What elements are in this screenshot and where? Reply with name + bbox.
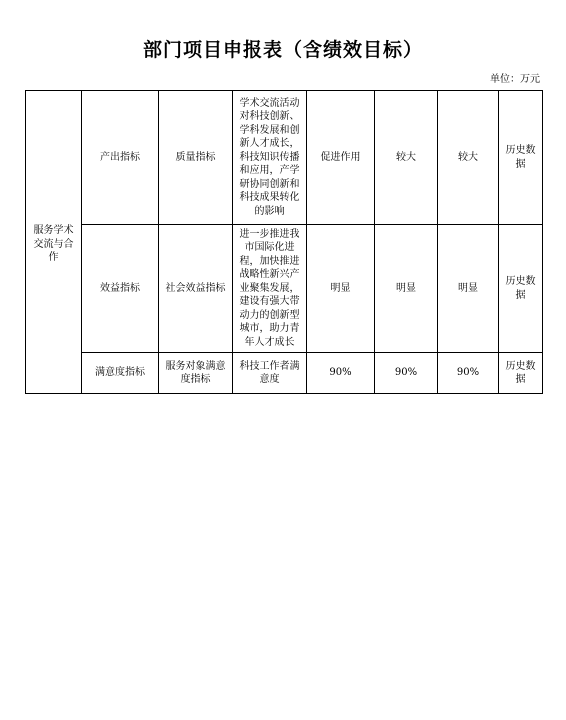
basis-cell: 历史数据 [499, 91, 543, 225]
value-cell-1: 90% [375, 353, 438, 394]
page-title: 部门项目申报表（含绩效目标） [142, 39, 423, 61]
category-cell: 服务学术交流与合作 [26, 91, 82, 394]
level2-indicator-cell: 社会效益指标 [159, 225, 233, 353]
indicator-description-cell: 进一步推进我市国际化进程，加快推进战略性新兴产业聚集发展，建设有强大带动力的创新型城市，助力青年人才成长 [233, 225, 307, 353]
value-cell-2: 较大 [438, 91, 499, 225]
indicator-description-cell: 学术交流活动对科技创新、学科发展和创新人才成长，科技知识传播和应用，产学研协同创新和科技成果转化的影响 [233, 91, 307, 225]
level1-indicator-cell: 满意度指标 [82, 353, 159, 394]
unit-label: 单位：万元 [490, 74, 540, 85]
level2-indicator-cell: 服务对象满意度指标 [159, 353, 233, 394]
value-cell-2: 明显 [438, 225, 499, 353]
indicator-description-cell: 科技工作者满意度 [233, 353, 307, 394]
value-cell-1: 明显 [375, 225, 438, 353]
performance-table [25, 90, 543, 394]
target-value-cell: 90% [307, 353, 375, 394]
target-value-cell: 明显 [307, 225, 375, 353]
table-row [26, 91, 543, 225]
level2-indicator-cell: 质量指标 [159, 91, 233, 225]
target-value-cell: 促进作用 [307, 91, 375, 225]
value-cell-1: 较大 [375, 91, 438, 225]
basis-cell: 历史数据 [499, 225, 543, 353]
level1-indicator-cell: 效益指标 [82, 225, 159, 353]
level1-indicator-cell: 产出指标 [82, 91, 159, 225]
basis-cell: 历史数据 [499, 353, 543, 394]
table-row [26, 225, 543, 353]
table-row [26, 353, 543, 394]
value-cell-2: 90% [438, 353, 499, 394]
